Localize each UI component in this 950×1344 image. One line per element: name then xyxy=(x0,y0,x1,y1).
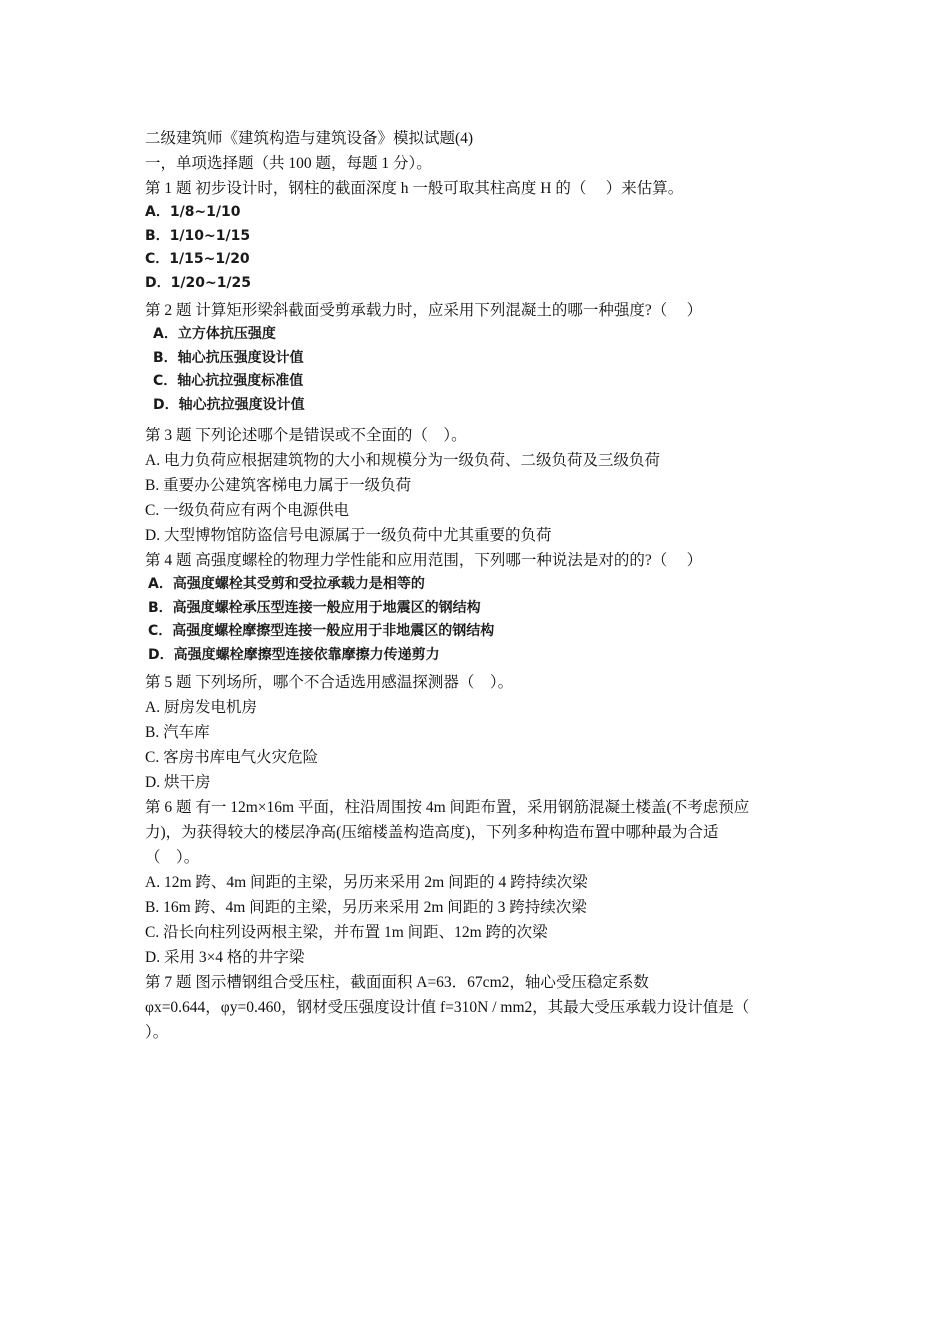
question-3-option-c: C. 一级负荷应有两个电源供电 xyxy=(145,502,350,519)
question-4-option-c: C．高强度螺栓摩擦型连接一般应用于非地震区的钢结构 xyxy=(148,623,495,639)
question-1-option-c: C．1/15~1/20 xyxy=(145,251,250,267)
document-page xyxy=(145,126,810,1045)
question-5-stem: 第 5 题 下列场所，哪个不合适选用感温探测器（ ）。 xyxy=(145,674,514,691)
question-1-option-b: B．1/10~1/15 xyxy=(145,227,251,244)
question-6-stem-line-2: 力)，为获得较大的楼层净高(压缩楼盖构造高度)，下列多种构造布置中哪种最为合适 xyxy=(145,824,719,841)
question-5-option-c: C. 客房书库电气火灾危险 xyxy=(145,749,319,766)
question-6-option-b: B. 16m 跨、4m 间距的主梁，另历来采用 2m 间距的 3 跨持续次梁 xyxy=(145,899,587,916)
question-3-option-b: B. 重要办公建筑客梯电力属于一级负荷 xyxy=(145,477,412,494)
question-2-option-b: B．轴心抗压强度设计值 xyxy=(153,349,304,366)
question-5-option-a: A. 厨房发电机房 xyxy=(145,699,257,716)
question-3-stem: 第 3 题 下列论述哪个是错误或不全面的（ ）。 xyxy=(145,427,467,444)
question-7-stem-line-3: ）。 xyxy=(145,1024,169,1041)
question-6-option-c: C. 沿长向柱列设两根主梁，并布置 1m 间距、12m 跨的次梁 xyxy=(145,924,548,941)
question-2-stem: 第 2 题 计算矩形梁斜截面受剪承载力时，应采用下列混凝土的哪一种强度?（ ） xyxy=(145,302,703,319)
question-6-stem-line-3: （ ）。 xyxy=(145,849,200,866)
question-2-option-a: A．立方体抗压强度 xyxy=(153,326,276,342)
question-2-option-d: D．轴心抗拉强度设计值 xyxy=(153,396,305,413)
question-6-option-a: A. 12m 跨、4m 间距的主梁，另历来采用 2m 间距的 4 跨持续次梁 xyxy=(145,874,588,891)
question-1-option-a: A．1/8~1/10 xyxy=(145,204,241,220)
question-4-stem: 第 4 题 高强度螺栓的物理力学性能和应用范围，下列哪一种说法是对的的?（ ） xyxy=(145,552,703,569)
question-5-option-b: B. 汽车库 xyxy=(145,724,210,741)
question-4-option-b: B．高强度螺栓承压型连接一般应用于地震区的钢结构 xyxy=(148,599,481,616)
question-7-stem-line-2: φx=0.644，φy=0.460，钢材受压强度设计值 f=310N / mm2，其最大受压承载力设计值是（ xyxy=(145,999,750,1016)
question-7-stem-line-1: 第 7 题 图示槽钢组合受压柱，截面面积 A=63．67cm2，轴心受压稳定系数 xyxy=(145,974,649,991)
section-heading: 一，单项选择题（共 100 题，每题 1 分）。 xyxy=(145,155,432,172)
question-1-option-d: D．1/20~1/25 xyxy=(145,274,252,291)
question-6-option-d: D. 采用 3×4 格的井字梁 xyxy=(145,949,305,966)
question-2-option-c: C．轴心抗拉强度标准值 xyxy=(153,373,304,389)
question-4-option-d: D．高强度螺栓摩擦型连接依靠摩擦力传递剪力 xyxy=(148,646,440,663)
question-3-option-a: A. 电力负荷应根据建筑物的大小和规模分为一级负荷、二级负荷及三级负荷 xyxy=(145,452,660,469)
question-4-option-a: A．高强度螺栓其受剪和受拉承载力是相等的 xyxy=(148,576,425,592)
question-3-option-d: D. 大型博物馆防盗信号电源属于一级负荷中尤其重要的负荷 xyxy=(145,527,552,544)
question-6-stem-line-1: 第 6 题 有一 12m×16m 平面，柱沿周围按 4m 间距布置，采用钢筋混凝土楼盖(不考虑预应 xyxy=(145,799,750,816)
question-1-stem: 第 1 题 初步设计时，钢柱的截面深度 h 一般可取其柱高度 H 的（ ）来估算。 xyxy=(145,180,684,197)
question-5-option-d: D. 烘干房 xyxy=(145,774,211,791)
document-title: 二级建筑师《建筑构造与建筑设备》模拟试题(4) xyxy=(145,130,474,147)
